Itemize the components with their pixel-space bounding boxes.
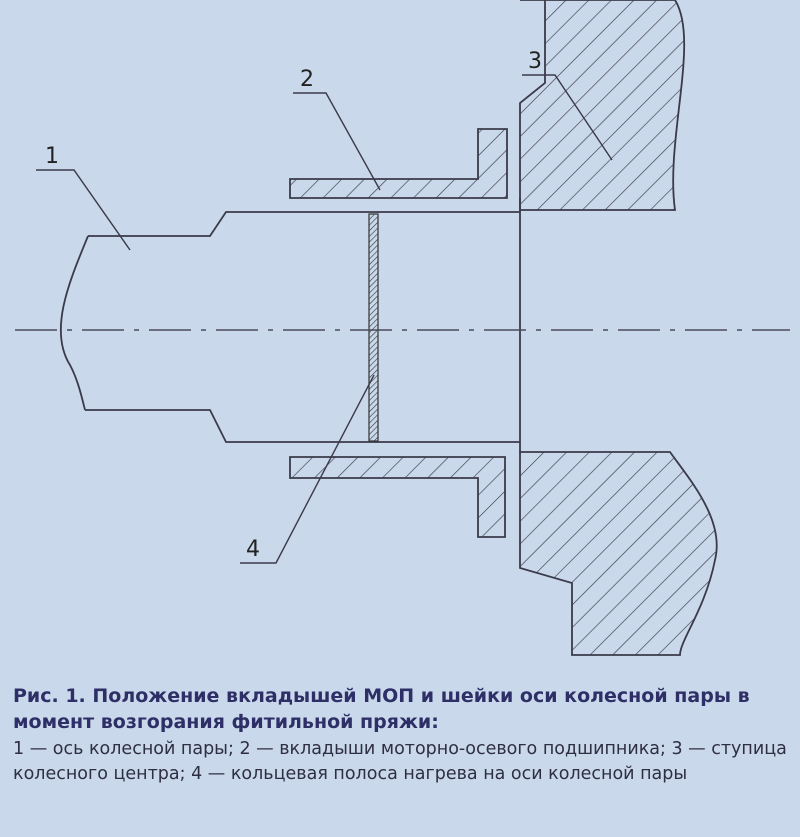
bearing-liner-lower: [290, 457, 505, 537]
label-4: 4: [246, 537, 260, 562]
caption-title: Рис. 1. Положение вкладышей МОП и шейки оси колесной пары в момент возгорания фитильной пряжи:: [13, 685, 750, 733]
wheel-hub-lower: [520, 452, 717, 655]
label-3: 3: [528, 49, 542, 74]
wheel-hub-upper: [520, 0, 684, 210]
heating-band: [369, 214, 378, 441]
caption-body: 1 — ось колесной пары; 2 — вкладыши моторно-осевого подшипника; 3 — ступица колесного центра; 4 — кольцевая полоса нагрева на оси колесной пары: [13, 739, 787, 784]
leader-line-2: [293, 93, 380, 190]
label-2: 2: [300, 67, 314, 92]
label-1: 1: [45, 144, 59, 169]
leader-line-1: [36, 170, 130, 250]
figure-caption: [13, 683, 793, 787]
bearing-liner-upper: [290, 129, 507, 198]
wheelset-axle: [61, 198, 520, 452]
